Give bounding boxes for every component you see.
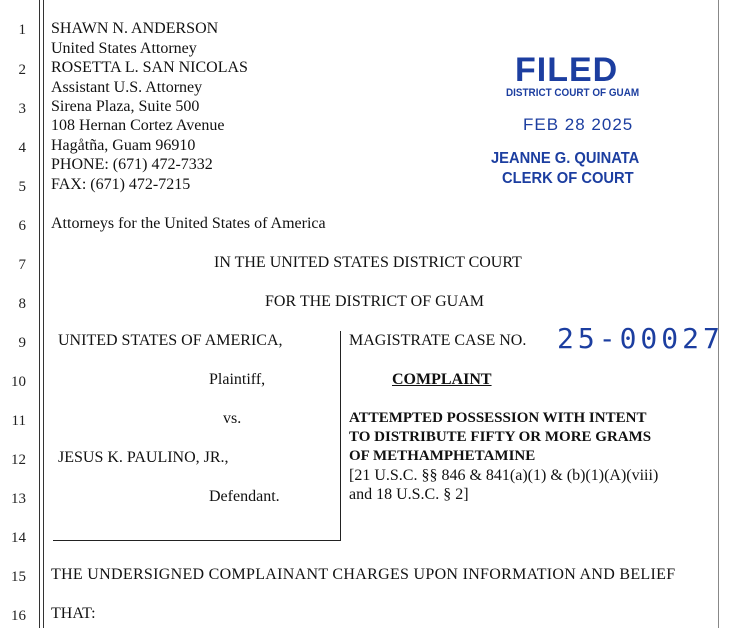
- address-line-2: 108 Hernan Cortez Avenue: [51, 117, 225, 134]
- case-number: 25-00027: [557, 322, 724, 355]
- left-margin-rule: [39, 0, 40, 628]
- attorney-title: United States Attorney: [51, 40, 197, 57]
- line-number: 12: [11, 452, 26, 468]
- right-margin-rule: [718, 0, 719, 628]
- phone-number: PHONE: (671) 472-7332: [51, 156, 213, 173]
- line-number: 16: [11, 608, 26, 624]
- assistant-name: ROSETTA L. SAN NICOLAS: [51, 59, 248, 76]
- line-number: 7: [18, 257, 26, 273]
- case-label: MAGISTRATE CASE NO.: [349, 332, 527, 349]
- plaintiff-name: UNITED STATES OF AMERICA,: [58, 332, 283, 349]
- line-number: 2: [18, 62, 26, 78]
- stamp-court: DISTRICT COURT OF GUAM: [506, 87, 640, 99]
- court-district: FOR THE DISTRICT OF GUAM: [265, 293, 484, 310]
- charge-line-2: TO DISTRIBUTE FIFTY OR MORE GRAMS: [349, 429, 652, 445]
- line-number: 5: [18, 179, 26, 195]
- left-margin-rule-inner: [43, 0, 44, 628]
- caption-bottom-rule: [53, 540, 341, 541]
- line-number: 8: [18, 296, 26, 312]
- charges-intro: THE UNDERSIGNED COMPLAINANT CHARGES UPON INFORMATION AND BELIEF: [51, 566, 676, 583]
- stamp-filed: FILED: [515, 51, 619, 89]
- caption-divider: [340, 331, 341, 541]
- stamp-clerk-title: CLERK OF COURT: [502, 170, 634, 187]
- line-number: 10: [11, 374, 26, 390]
- statute-line-1: [21 U.S.C. §§ 846 & 841(a)(1) & (b)(1)(A)(viii): [349, 467, 659, 484]
- line-number: 1: [18, 22, 26, 38]
- versus: vs.: [223, 410, 242, 427]
- assistant-title: Assistant U.S. Attorney: [51, 79, 203, 96]
- stamp-date: FEB 28 2025: [523, 115, 634, 134]
- line-number: 11: [11, 413, 26, 429]
- charge-line-1: ATTEMPTED POSSESSION WITH INTENT: [349, 410, 647, 426]
- line-number: 14: [11, 530, 26, 546]
- defendant-name: JESUS K. PAULINO, JR.,: [58, 449, 229, 466]
- address-city: Hagåtña, Guam 96910: [51, 137, 196, 154]
- court-name: IN THE UNITED STATES DISTRICT COURT: [214, 254, 522, 271]
- line-number: 4: [18, 140, 26, 156]
- line-number: 15: [11, 569, 26, 585]
- line-number: 3: [18, 101, 26, 117]
- stamp-clerk-name: JEANNE G. QUINATA: [491, 150, 640, 167]
- charges-that: THAT:: [51, 605, 96, 622]
- charge-line-3: OF METHAMPHETAMINE: [349, 448, 536, 464]
- attorney-name: SHAWN N. ANDERSON: [51, 20, 219, 37]
- fax-number: FAX: (671) 472-7215: [51, 176, 191, 193]
- attorneys-for: Attorneys for the United States of America: [51, 215, 326, 232]
- line-number: 6: [18, 218, 26, 234]
- line-number: 13: [11, 491, 26, 507]
- line-number: 9: [18, 335, 26, 351]
- plaintiff-role: Plaintiff,: [209, 371, 266, 388]
- defendant-role: Defendant.: [209, 488, 280, 505]
- document-type: COMPLAINT: [392, 371, 492, 388]
- statute-line-2: and 18 U.S.C. § 2]: [349, 486, 469, 503]
- address-line-1: Sirena Plaza, Suite 500: [51, 98, 200, 115]
